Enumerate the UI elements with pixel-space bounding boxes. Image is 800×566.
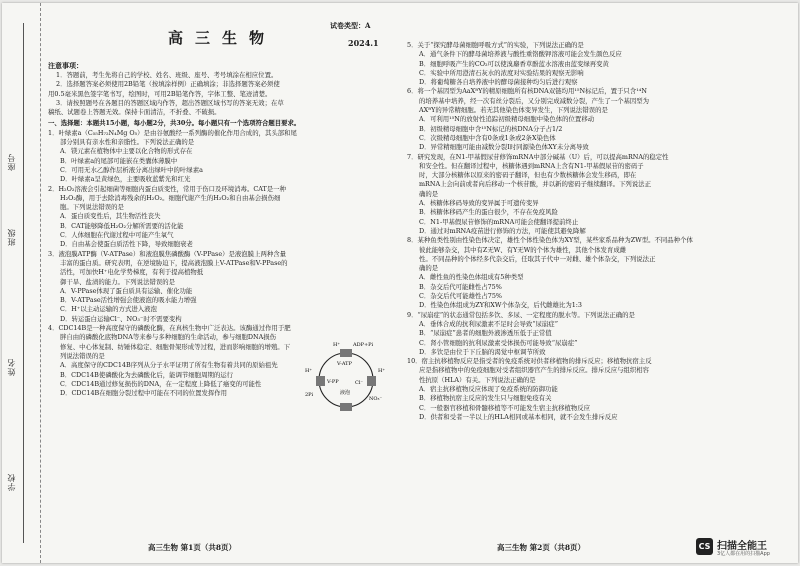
- option: A．宿主抗移植物反应体现了免疫系统的防御功能: [419, 384, 558, 393]
- option: A．高度保守的CDC14B序列从分子水平证明了所有生物有着共同的原始祖先: [60, 361, 278, 370]
- option: A．V-PPase体现了蛋白质具有运输、催化功能: [60, 286, 193, 295]
- option: D．供者和受者一半以上的HLA相同或基本相同，就不会发生排斥反应: [419, 412, 618, 421]
- diagram-label: 2Pi: [305, 392, 314, 398]
- question-2: [48, 185, 393, 250]
- option: B．移植物抗宿主反应的发生只与细胞免疫有关: [419, 394, 552, 403]
- question-7: [407, 153, 789, 237]
- question-stem: 的培养基中培养，经一次有丝分裂后，又分别完成减数分裂，产生了一个基因型为: [419, 96, 650, 105]
- question-stem: 彼此能够杂交，其中有Z无W、有Y无W的个体为雄性，其他个体发育成雌: [419, 245, 627, 254]
- option: B．V-ATPase活性增强会使液泡的吸水能力增强: [60, 296, 197, 305]
- option: C．一般器官移植和骨髓移植等不可能发生宿主抗移植物反应: [419, 403, 591, 412]
- question-9: [407, 311, 789, 357]
- question-stem: 确的是: [419, 189, 439, 198]
- option: C．次级精母细胞中含有0条或1条或2条X染色体: [419, 133, 556, 142]
- option: A．通气条件下的酵母菌培养液与酸性重铬酸钾溶液可能会发生颜色反应: [419, 50, 622, 59]
- question-stem: 4．CDC14B是一种高度保守的磷酸化酶，在真核生物中广泛表达。该酶通过作用于肥: [48, 324, 291, 333]
- option: B．杂交后代可能雌性占75%: [419, 282, 502, 291]
- diagram-label: V-PP: [327, 379, 339, 385]
- notice-line: 2．选择题答案必须使用2B铅笔（按填涂样例）正确填涂；非选择题答案必须使: [56, 80, 280, 89]
- option: C．人体细胞在代谢过程中可能产生氧气: [60, 231, 174, 240]
- question-10: [407, 357, 789, 422]
- questions-right: [407, 41, 789, 422]
- question-3: [48, 250, 393, 324]
- option: C．N1-甲基假尿苷修饰的mRNA可能会使翻译提前终止: [419, 217, 579, 226]
- option: C．杂交后代可能雄性占75%: [419, 292, 502, 301]
- option: C．H⁺以主动运输的方式进入液泡: [60, 305, 157, 314]
- question-stem: 3．液泡膜ATP酶（V-ATPase）和液泡膜焦磷酸酶（V-PPase）是液泡膜上两种含量: [48, 249, 287, 258]
- question-stem: 胖自由的磷酸化底物DNA等来参与多种细胞的生命活动，参与细胞DNA损伤: [60, 333, 276, 342]
- option: B．叶绿素a的尾部可能嵌在类囊体薄膜中: [60, 156, 178, 165]
- binding-label-school: 学校: [7, 473, 16, 491]
- binding-line: [23, 23, 24, 543]
- question-stem: 胞。下列说法错误的是: [60, 203, 124, 212]
- scanner-watermark: [694, 535, 794, 559]
- option: A．核糖体移码导致的变异属于可遗传变异: [419, 199, 539, 208]
- option: B．细胞呼吸产生的CO₂可以使溴麝香草酚蓝水溶液由蓝变绿再变黄: [419, 59, 609, 68]
- binding-label-number: 座号: [7, 153, 16, 171]
- option: B．CAT能够降低H₂O₂分解所需要的活化能: [60, 221, 184, 230]
- notice-line: 1．答题前，考生先将自己的学校、姓名、班级、座号、考号填涂在相应位置。: [56, 71, 278, 79]
- question-stem: 1．叶绿素a（C₅₅H₇₂N₄Mg O₅）是由谷氨酸经一系列酶的催化作用合成的，其头部和尾: [48, 128, 297, 137]
- question-stem: 6．将一个基因型为AaXᴮY的精原细胞所有核DNA双链均用¹⁵N标记后，置于只含¹⁴N: [407, 87, 647, 96]
- option: D．自由基会使蛋白质活性下降，导致细胞衰老: [60, 240, 193, 249]
- exam-date: 2024.1: [348, 38, 379, 48]
- question-stem: 10．宿主抗移植物反应是指受者的免疫系统对供者移植物的排斥反应；移植物抗宿主反: [407, 357, 652, 366]
- question-stem: 御干旱、盐渍的能力。下列说法错误的是: [60, 277, 176, 286]
- question-stem: 8．某种鱼类性别由性染色体决定，雄性个体性染色体为XY型，某些家系品种为ZW型。不同品种个体: [407, 236, 693, 245]
- exam-type: 试卷类型：A: [330, 21, 371, 30]
- option: D．CDC14B在细胞分裂过程中可能在不同的位置发挥作用: [60, 389, 228, 398]
- question-stem: 确的是: [419, 264, 439, 273]
- question-stem: 修复、中心体复制、纺锤体稳定、细胞骨架形成等过程，进而影响细胞的增殖。下: [60, 342, 291, 351]
- notice-line: 3．请按照题号在各题目的答题区域内作答，超出答题区域书写的答案无效；在草: [56, 98, 284, 107]
- option: D．多饮是由位于下丘脑的渴觉中枢调节所致: [419, 347, 546, 356]
- section-heading: 一、选择题：本题共15小题，每小题2分，共30分。每小题只有一个选项符合题目要求。: [48, 119, 301, 128]
- anion-channel: [367, 376, 376, 386]
- option: A．垂体合成的抗利尿激素不足时会导致“尿崩症”: [419, 319, 558, 328]
- question-8: [407, 236, 789, 310]
- question-stem: 部分别具有亲水性和亲脂性。下列说法正确的是: [60, 138, 195, 147]
- option: B．CDC14B使磷酸化为去磷酸化后，能调节细胞周期的运行: [60, 370, 234, 379]
- scanned-exam-sheet: [2, 3, 798, 563]
- binding-label-class: 班级: [7, 228, 16, 246]
- notice-line: 用0.5毫米黑色签字笔书写，绘图时，可用2B铅笔作答，字体工整、笔迹清楚。: [48, 89, 272, 98]
- page-1-footer: 高三生物 第1页（共8页）: [148, 543, 237, 552]
- question-stem: 时，大部分核糖体以原来的密码子翻译，但也有少数核糖体会发生移码，即在: [419, 171, 637, 180]
- question-stem: 应是指移植物中的免疫细胞对受者组织器官产生的排斥反应。排斥反应与组织相容: [419, 366, 650, 375]
- question-5: [407, 41, 789, 87]
- option: D．通过对mRNA疫苗进行修饰的方法，可能使其避免降解: [419, 226, 586, 235]
- diagram-label: H⁺: [378, 368, 385, 374]
- camscanner-logo-icon: CS: [696, 538, 713, 555]
- option: C．可用无水乙醇作层析液分离出绿叶中的叶绿素a: [60, 165, 203, 174]
- diagram-label: Cl⁻: [355, 380, 364, 386]
- option: D．将葡萄糖各自培养液中的酵母菌接种均匀后进行观察: [419, 78, 578, 87]
- option: D．叶绿素a呈黄绿色，主要吸收蓝紫光和红光: [60, 175, 191, 184]
- question-stem: 5．关于“探究酵母菌细胞呼吸方式”的实验，下列说法正确的是: [407, 41, 584, 49]
- option: A．蛋白质变性后，其生物活性丧失: [60, 212, 161, 221]
- option: C．实验中所用澄清石灰水的浓度对实验结果的观察无影响: [419, 68, 584, 77]
- option: A．镁元素在植物体中主要以化合物的形式存在: [60, 147, 193, 156]
- question-1: [48, 129, 393, 185]
- question-stem: 性。不同品种的个体经多代杂交后，任取其子代中一对雌、雄个体杂交，下列说法正: [419, 254, 656, 263]
- notice-heading: 注意事项：: [48, 61, 83, 70]
- question-stem: 9．“尿崩症”的状态通常包括多饮、多尿、一定程度的脱水等。下列说法正确的是: [407, 310, 635, 319]
- question-stem: 7．研究发现，在N1-甲基假尿苷修饰mRNA中部分碱基（U）后，可以提高mRNA的稳定性: [407, 152, 669, 161]
- diagram-label: ADP+Pi: [353, 342, 374, 348]
- diagram-label: H⁺: [333, 342, 340, 348]
- option: D．性染色体组成为ZY和XW个体杂交，后代雌雄比为1:3: [419, 301, 582, 310]
- diagram-label: H⁺: [305, 368, 312, 374]
- option: C．肾小管细胞的抗利尿激素受体损伤可能导致“尿崩症”: [419, 338, 578, 347]
- question-stem: AXᴮY的异常精细胞。若无其他染色体变异发生，下列说法错误的是: [419, 106, 608, 115]
- question-stem: 列说法错误的是: [60, 351, 105, 360]
- binding-label-name: 姓名: [7, 358, 16, 376]
- question-stem: mRNA上会向前或者向后移动一个核苷酸，并以新的密码子继续翻译。下列说法正: [419, 180, 651, 189]
- notice-line: 稿纸、试题卷上答题无效。保持卡面清洁，不折叠、不破损。: [48, 108, 221, 117]
- question-stem: H₂O₂酶，用于去除消毒残余的H₂O₂。细胞代谢产生的H₂O₂和自由基会损伤细: [60, 193, 281, 202]
- option: A．可利用¹⁵N的放射性追踪初级精母细胞中染色体的位置移动: [419, 115, 595, 124]
- option: B．“尿崩症”患者的细胞外液渗透压低于正常值: [419, 329, 552, 338]
- option: A．雌性鱼的性染色体组成有5种类型: [419, 273, 524, 282]
- option: D．转运蛋白运输Cl⁻、NO₃⁻时不需要变构: [60, 314, 182, 323]
- vacuole-transport-diagram: [303, 338, 389, 418]
- option: D．异常精细胞可能由减数分裂Ⅰ时同源染色体XY未分离导致: [419, 143, 589, 152]
- exam-title: 高三生物: [168, 29, 277, 47]
- question-6: [407, 87, 789, 152]
- question-stem: 丰富的蛋白质。研究表明，在逆境胁迫下，提高液泡膜上V-ATPase和V-PPase的: [60, 258, 288, 267]
- question-stem: 性抗原（HLA）有关。下列说法正确的是: [419, 375, 536, 384]
- proton-antiporter: [340, 403, 352, 411]
- diagram-label: V-ATP: [337, 361, 352, 367]
- v-ppase-pump: [316, 376, 325, 386]
- binding-margin: [2, 3, 41, 563]
- question-stem: 和安全性。但在翻译过程中，核糖体遇到mRNA上含有N1-甲基假尿苷的密码子: [419, 161, 644, 170]
- option: C．CDC14B通过修复损伤的DNA，在一定程度上降低了癌变的可能性: [60, 379, 262, 388]
- option: B．核糖体移码产生的蛋白很少，不存在免疫风险: [419, 208, 558, 217]
- question-stem: 2．H₂O₂溶液会引起细菌等细胞内蛋白质变性，常用于伤口及环境消毒。CAT是一种: [48, 184, 286, 193]
- watermark-name: 扫描全能王: [717, 541, 767, 552]
- question-stem: 活性，可加快H⁺电化学势梯度，有利于提高植物抵: [60, 268, 204, 277]
- v-atpase-pump: [340, 349, 352, 357]
- option: B．初级精母细胞中含¹⁵N标记的核DNA分子占1/2: [419, 124, 563, 133]
- watermark-subtitle: 3亿人都在用的扫描App: [717, 551, 770, 557]
- diagram-label: NO₃⁻: [369, 396, 383, 402]
- diagram-label: 液泡: [340, 390, 351, 396]
- page-2-footer: 高三生物 第2页（共8页）: [497, 543, 586, 552]
